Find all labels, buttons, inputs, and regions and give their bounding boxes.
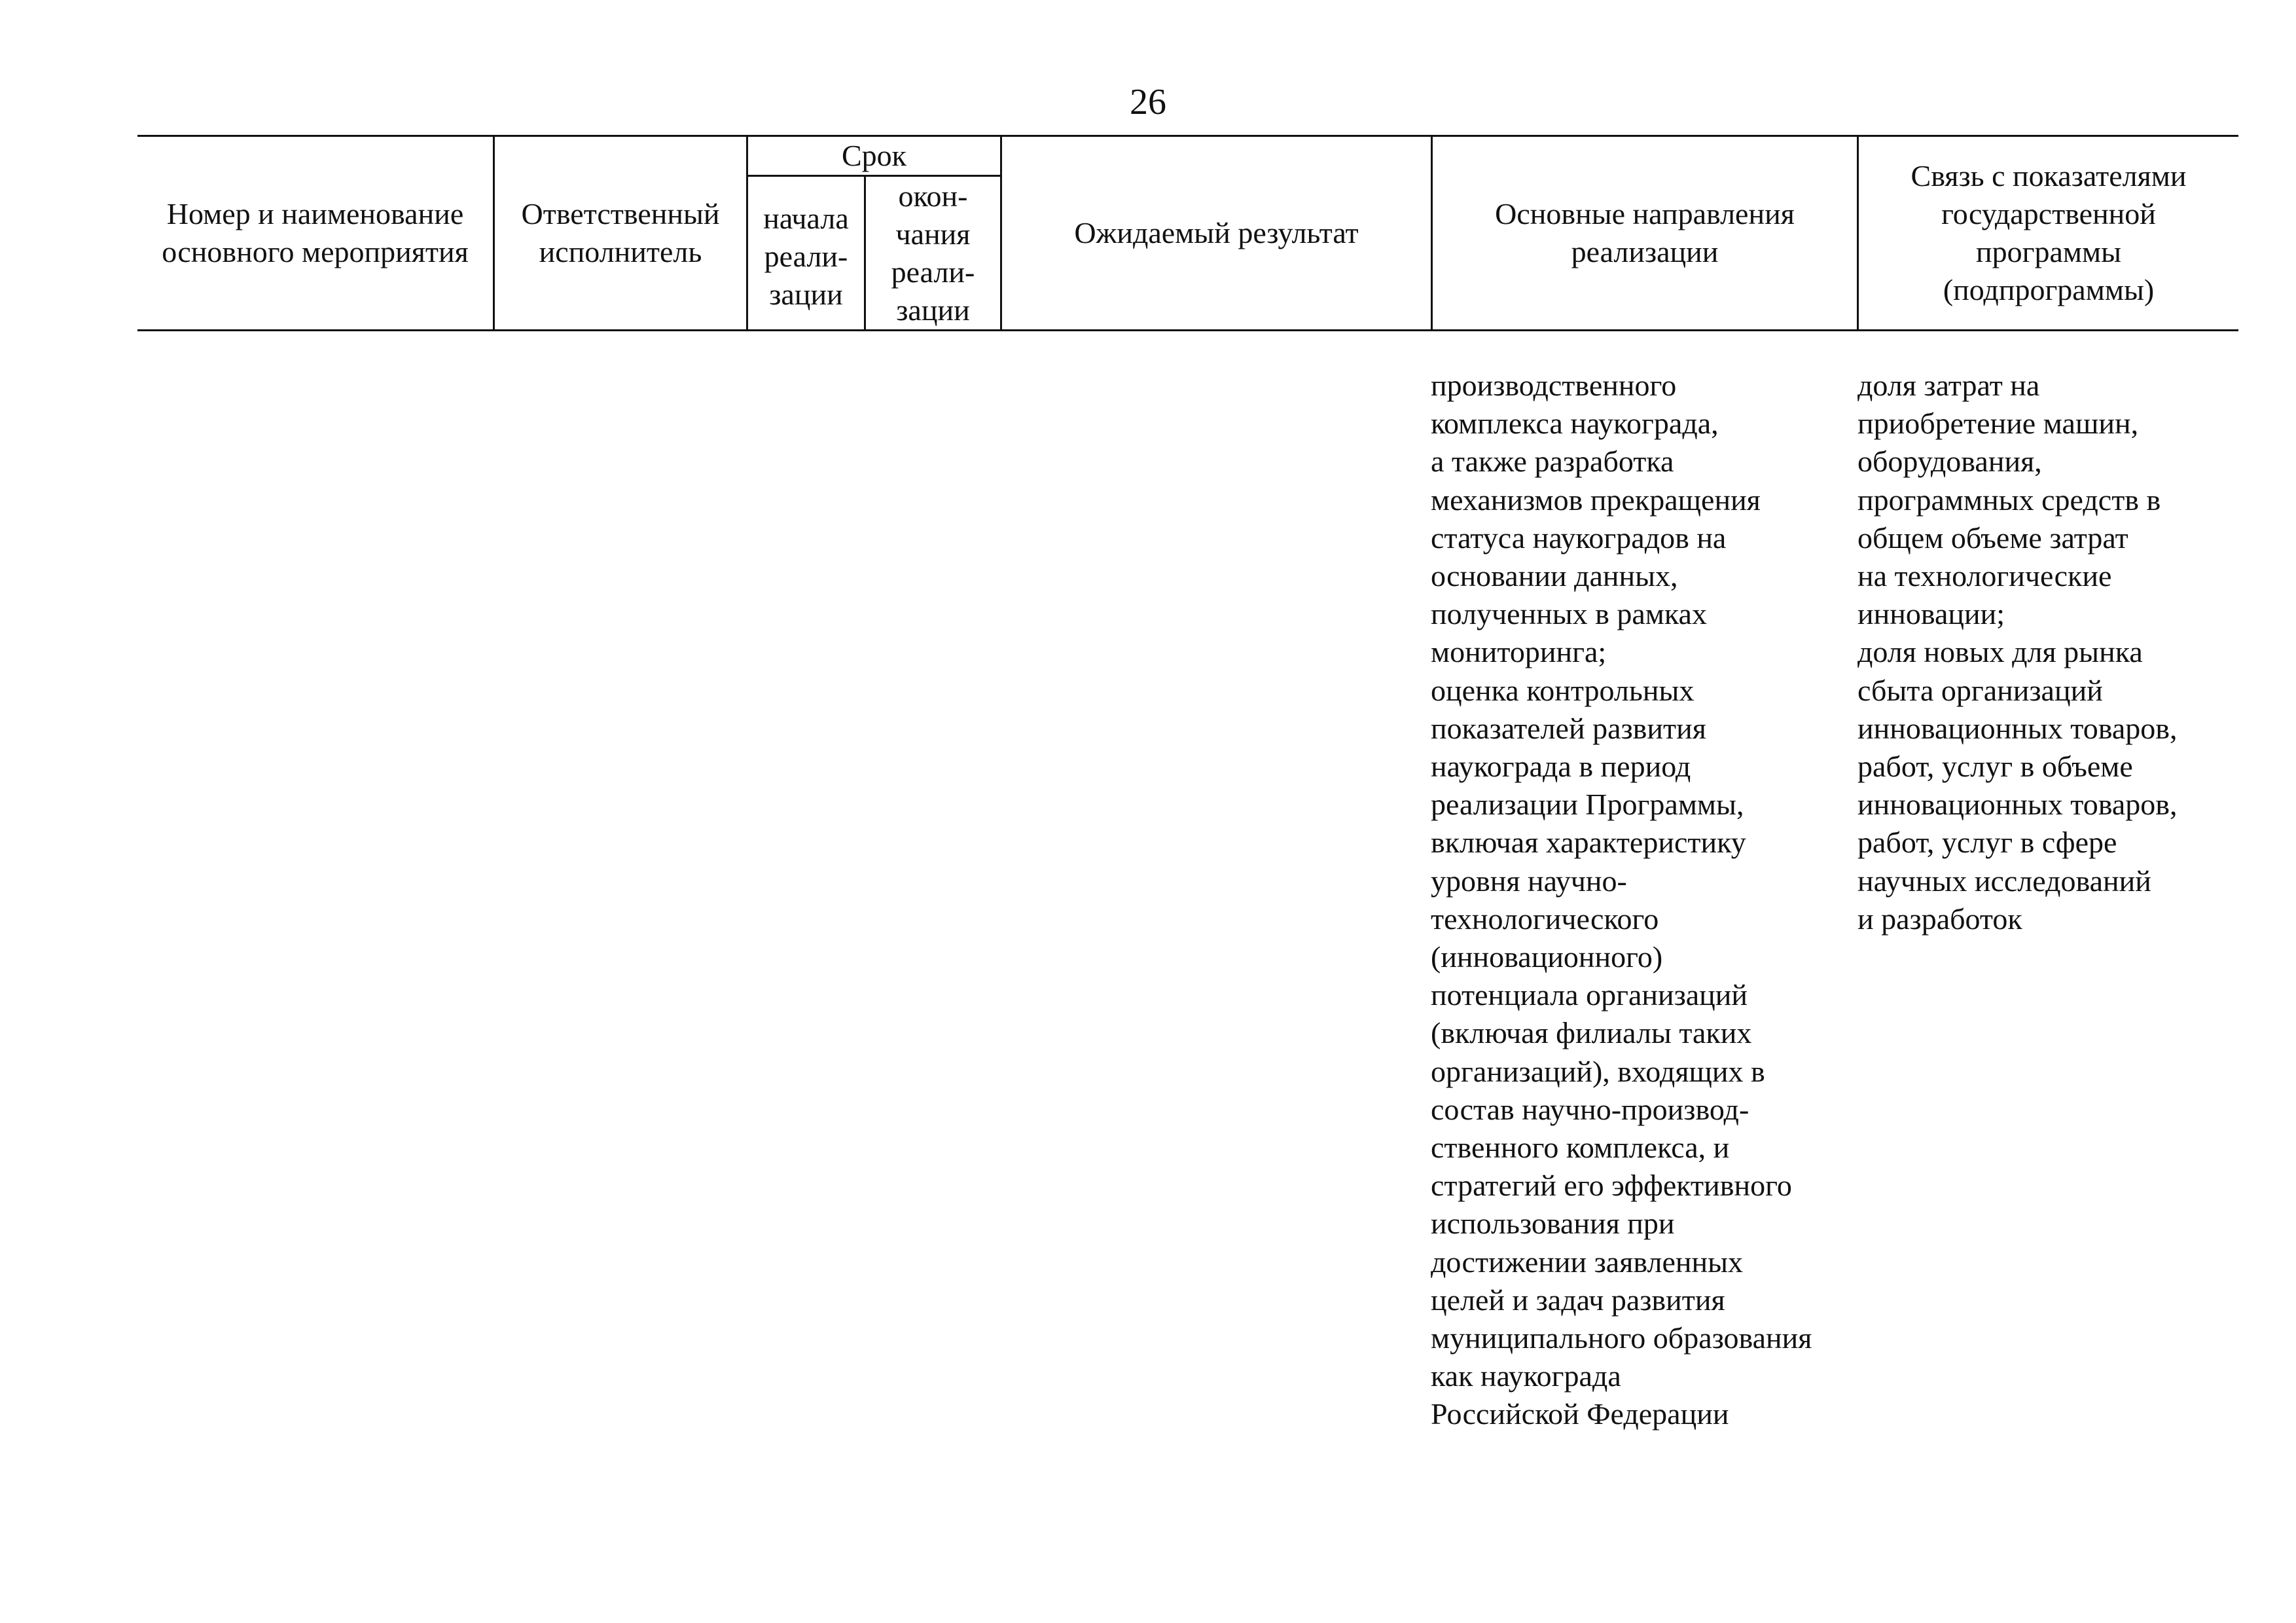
indicators-line: сбыта организаций (1857, 673, 2103, 707)
header-event-name: Номер и наименование основного мероприятия (162, 197, 469, 268)
indicators-line: доля новых для рынка (1857, 635, 2143, 669)
directions-line: (инновационного) (1431, 940, 1663, 974)
indicators-text (1857, 367, 2224, 938)
directions-line: производственного (1431, 369, 1677, 402)
indicators-line: общем объеме затрат (1857, 520, 2128, 555)
indicators-line: инновационных товаров, (1857, 711, 2178, 745)
header-indicators: Связь с показателями государственной программы (подпрограммы) (1910, 159, 2187, 306)
directions-line: достижении заявленных (1431, 1245, 1744, 1279)
directions-line: а также разработка (1431, 445, 1674, 479)
directions-line: как наукограда (1431, 1359, 1621, 1393)
indicators-line: и разработок (1857, 902, 2022, 936)
directions-line: ственного комплекса, и (1431, 1131, 1730, 1165)
indicators-line: инновации; (1857, 597, 2005, 631)
indicators-line: инновационных товаров, (1857, 788, 2178, 822)
header-directions: Основные направления реализации (1495, 197, 1795, 268)
directions-line: оценка контрольных (1431, 673, 1695, 707)
table-header (137, 135, 2238, 331)
header-expected-result: Ожидаемый результат (1074, 216, 1359, 249)
indicators-line: научных исследований (1857, 864, 2151, 898)
indicators-line: оборудования, (1857, 445, 2042, 479)
page-number: 26 (1130, 82, 1166, 122)
directions-line: полученных в рамках (1431, 597, 1707, 631)
directions-line: технологического (1431, 902, 1659, 936)
directions-line: показателей развития (1431, 711, 1706, 745)
directions-line: муниципального образования (1431, 1321, 1812, 1355)
directions-line: основании данных, (1431, 559, 1678, 593)
indicators-line: на технологические (1857, 559, 2112, 593)
directions-line: потенциала организаций (1431, 978, 1748, 1012)
directions-line: мониторинга; (1431, 635, 1607, 669)
directions-line: включая характеристику (1431, 826, 1746, 860)
indicators-line: работ, услуг в сфере (1857, 826, 2117, 860)
header-srok-start: начала реали-зации (763, 201, 849, 311)
directions-text (1431, 367, 1856, 1434)
directions-line: организаций), входящих в (1431, 1054, 1765, 1088)
directions-line: комплекса наукограда, (1431, 407, 1719, 441)
indicators-line: приобретение машин, (1857, 407, 2139, 441)
directions-line: использования при (1431, 1207, 1675, 1241)
directions-line: реализации Программы, (1431, 788, 1744, 822)
directions-line: Российской Федерации (1431, 1397, 1729, 1431)
directions-line: наукограда в период (1431, 750, 1691, 784)
header-responsible: Ответственный исполнитель (521, 197, 720, 268)
header-srok: Срок (841, 139, 907, 172)
directions-line: (включая филиалы таких (1431, 1016, 1752, 1050)
indicators-line: работ, услуг в объеме (1857, 750, 2133, 784)
indicators-line: программных средств в (1857, 483, 2161, 517)
header-srok-end: окон-чания реали-зации (891, 179, 975, 327)
directions-line: состав научно-производ- (1431, 1092, 1749, 1126)
directions-line: целей и задач развития (1431, 1283, 1725, 1317)
directions-line: стратегий его эффективного (1431, 1169, 1792, 1203)
directions-line: механизмов прекращения (1431, 483, 1761, 517)
indicators-line: доля затрат на (1857, 369, 2040, 402)
directions-line: статуса наукоградов на (1431, 520, 1727, 555)
directions-line: уровня научно- (1431, 864, 1627, 898)
